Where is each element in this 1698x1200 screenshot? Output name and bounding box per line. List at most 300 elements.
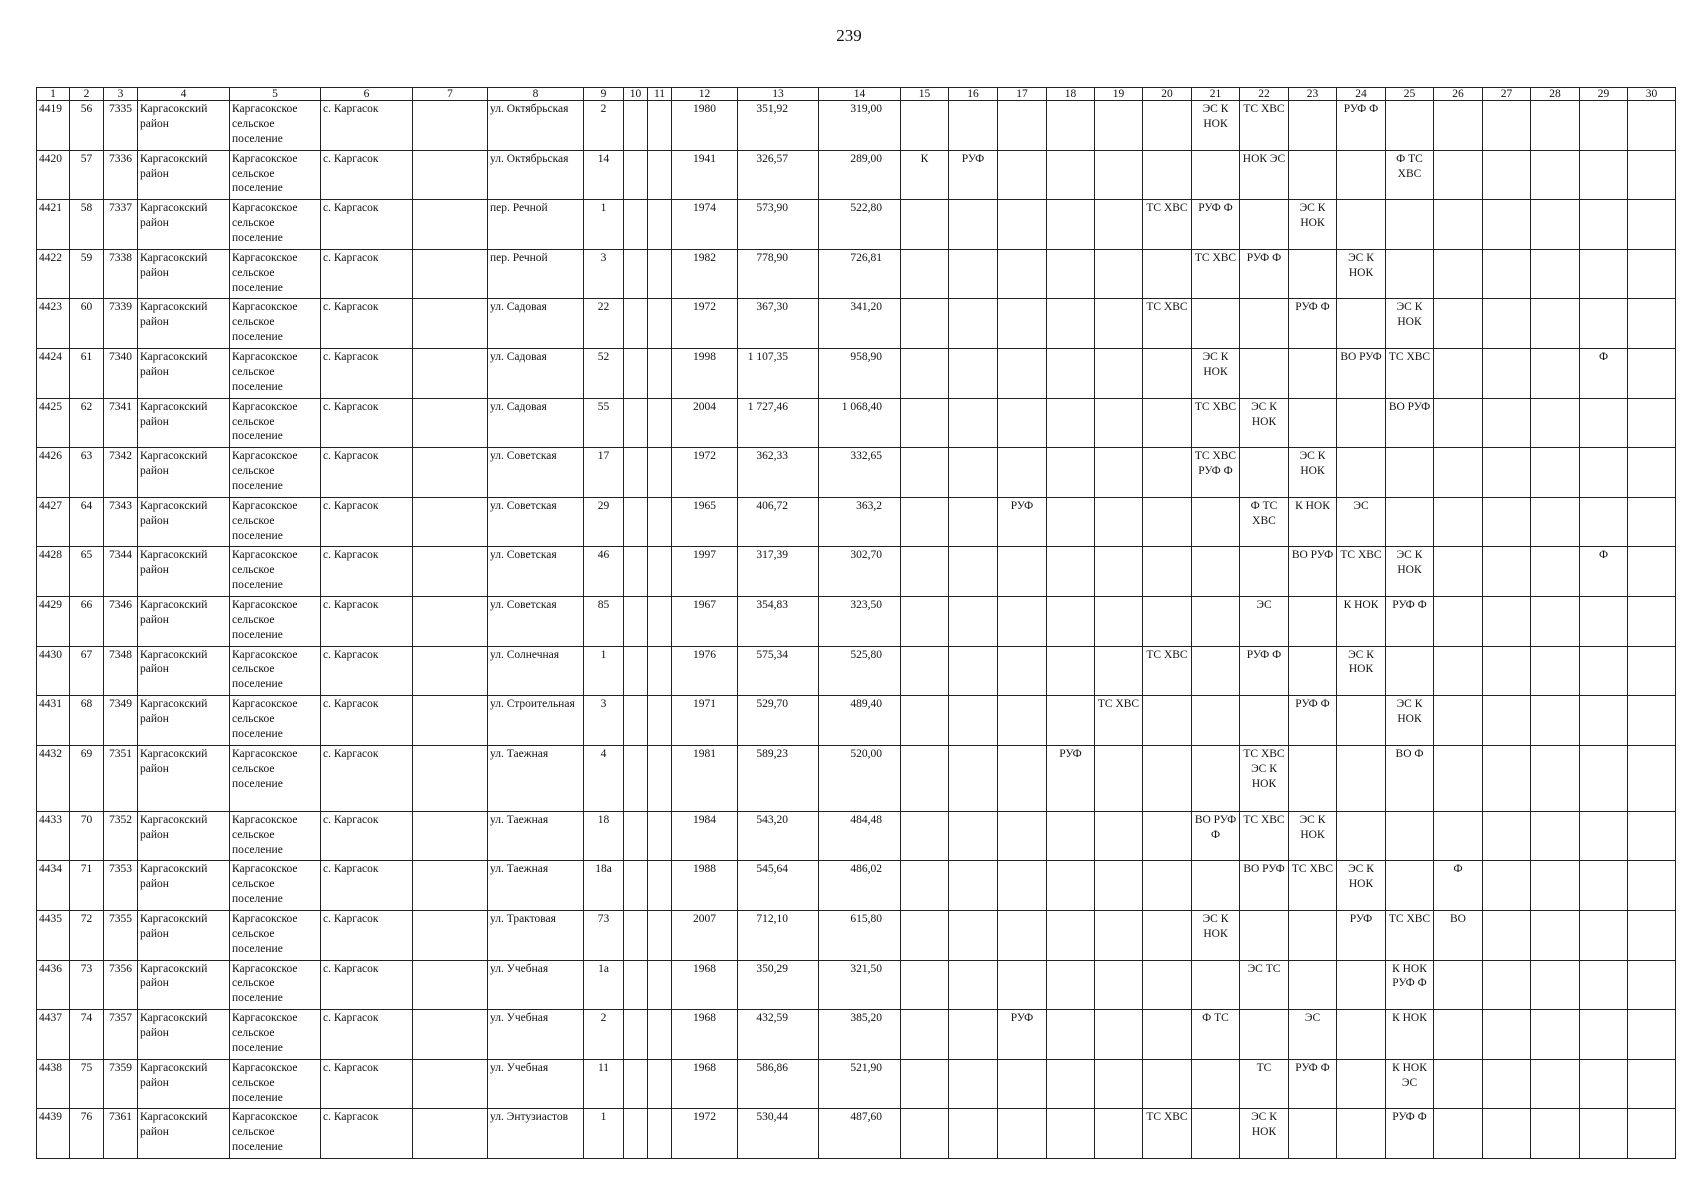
cell-col-25: РУФ Ф — [1386, 1109, 1434, 1159]
table-row — [37, 1109, 1676, 1159]
cell-col-13: 529,70 — [738, 696, 819, 746]
cell-col-13: 712,10 — [738, 910, 819, 960]
cell-col-9: 85 — [584, 596, 624, 646]
cell-col-26 — [1434, 101, 1483, 151]
cell-col-19 — [1095, 745, 1143, 811]
cell-col-25: ВО Ф — [1386, 745, 1434, 811]
cell-col-9: 3 — [584, 249, 624, 299]
table-row — [37, 745, 1676, 811]
cell-col-11 — [648, 448, 672, 498]
cell-col-29: Ф — [1580, 547, 1628, 597]
table-row — [37, 497, 1676, 547]
cell-col-17 — [998, 101, 1047, 151]
cell-col-16 — [949, 398, 998, 448]
cell-col-25 — [1386, 811, 1434, 861]
cell-col-10 — [624, 646, 648, 696]
cell-col-20 — [1143, 910, 1192, 960]
cell-col-9: 2 — [584, 1010, 624, 1060]
column-header-18: 18 — [1047, 88, 1095, 101]
cell-col-20 — [1143, 861, 1192, 911]
cell-col-29 — [1580, 1010, 1628, 1060]
cell-col-9: 1 — [584, 646, 624, 696]
cell-col-10 — [624, 299, 648, 349]
cell-col-17 — [998, 745, 1047, 811]
cell-col-30 — [1628, 1010, 1676, 1060]
cell-col-21 — [1192, 745, 1240, 811]
cell-col-19 — [1095, 861, 1143, 911]
cell-col-18 — [1047, 448, 1095, 498]
cell-col-25: ТС ХВС — [1386, 910, 1434, 960]
cell-col-7 — [413, 1109, 488, 1159]
cell-col-26 — [1434, 1059, 1483, 1109]
cell-col-14: 520,00 — [819, 745, 901, 811]
cell-col-14: 341,20 — [819, 299, 901, 349]
cell-col-8: ул. Советская — [488, 547, 584, 597]
cell-col-3: 7338 — [104, 249, 138, 299]
cell-col-4: Каргасокский район — [138, 299, 230, 349]
cell-col-27 — [1483, 811, 1531, 861]
cell-col-8: ул. Советская — [488, 596, 584, 646]
cell-col-18 — [1047, 299, 1095, 349]
column-header-13: 13 — [738, 88, 819, 101]
table-row — [37, 861, 1676, 911]
cell-col-1: 4437 — [37, 1010, 70, 1060]
cell-col-17 — [998, 299, 1047, 349]
cell-col-18 — [1047, 696, 1095, 746]
cell-col-13: 778,90 — [738, 249, 819, 299]
cell-col-12: 1965 — [672, 497, 738, 547]
cell-col-19 — [1095, 811, 1143, 861]
column-header-9: 9 — [584, 88, 624, 101]
cell-col-28 — [1531, 398, 1580, 448]
table-row — [37, 299, 1676, 349]
cell-col-1: 4425 — [37, 398, 70, 448]
cell-col-8: ул. Садовая — [488, 348, 584, 398]
cell-col-28 — [1531, 910, 1580, 960]
cell-col-17 — [998, 696, 1047, 746]
cell-col-27 — [1483, 745, 1531, 811]
cell-col-20: ТС ХВС — [1143, 299, 1192, 349]
cell-col-21: ТС ХВС — [1192, 249, 1240, 299]
cell-col-30 — [1628, 348, 1676, 398]
cell-col-15 — [901, 861, 949, 911]
cell-col-6: с. Каргасок — [321, 646, 413, 696]
cell-col-1: 4436 — [37, 960, 70, 1010]
cell-col-28 — [1531, 811, 1580, 861]
cell-col-30 — [1628, 200, 1676, 250]
table-row — [37, 101, 1676, 151]
cell-col-25: ВО РУФ — [1386, 398, 1434, 448]
cell-col-11 — [648, 1059, 672, 1109]
column-header-7: 7 — [413, 88, 488, 101]
cell-col-5: Каргасокское сельское поселение — [230, 696, 321, 746]
cell-col-3: 7341 — [104, 398, 138, 448]
cell-col-3: 7343 — [104, 497, 138, 547]
column-header-4: 4 — [138, 88, 230, 101]
cell-col-26 — [1434, 1109, 1483, 1159]
cell-col-7 — [413, 398, 488, 448]
cell-col-26 — [1434, 348, 1483, 398]
cell-col-25: ТС ХВС — [1386, 348, 1434, 398]
cell-col-15 — [901, 249, 949, 299]
cell-col-8: ул. Энтузиастов — [488, 1109, 584, 1159]
cell-col-10 — [624, 448, 648, 498]
cell-col-2: 73 — [70, 960, 104, 1010]
cell-col-25 — [1386, 448, 1434, 498]
column-header-28: 28 — [1531, 88, 1580, 101]
cell-col-27 — [1483, 960, 1531, 1010]
cell-col-2: 61 — [70, 348, 104, 398]
column-header-25: 25 — [1386, 88, 1434, 101]
cell-col-29 — [1580, 745, 1628, 811]
cell-col-14: 726,81 — [819, 249, 901, 299]
column-header-24: 24 — [1337, 88, 1386, 101]
cell-col-2: 67 — [70, 646, 104, 696]
cell-col-20 — [1143, 547, 1192, 597]
cell-col-25: К НОК РУФ Ф — [1386, 960, 1434, 1010]
cell-col-18 — [1047, 348, 1095, 398]
cell-col-15 — [901, 348, 949, 398]
cell-col-27 — [1483, 249, 1531, 299]
cell-col-13: 351,92 — [738, 101, 819, 151]
cell-col-5: Каргасокское сельское поселение — [230, 398, 321, 448]
cell-col-5: Каргасокское сельское поселение — [230, 960, 321, 1010]
cell-col-26 — [1434, 497, 1483, 547]
cell-col-5: Каргасокское сельское поселение — [230, 200, 321, 250]
cell-col-20 — [1143, 596, 1192, 646]
cell-col-29 — [1580, 200, 1628, 250]
cell-col-14: 319,00 — [819, 101, 901, 151]
cell-col-5: Каргасокское сельское поселение — [230, 646, 321, 696]
cell-col-26 — [1434, 596, 1483, 646]
cell-col-16 — [949, 861, 998, 911]
cell-col-18 — [1047, 1010, 1095, 1060]
cell-col-11 — [648, 398, 672, 448]
cell-col-7 — [413, 596, 488, 646]
cell-col-3: 7337 — [104, 200, 138, 250]
cell-col-12: 1972 — [672, 448, 738, 498]
cell-col-1: 4424 — [37, 348, 70, 398]
cell-col-4: Каргасокский район — [138, 1059, 230, 1109]
cell-col-4: Каргасокский район — [138, 861, 230, 911]
cell-col-27 — [1483, 861, 1531, 911]
cell-col-30 — [1628, 745, 1676, 811]
cell-col-9: 2 — [584, 101, 624, 151]
cell-col-25: ЭС К НОК — [1386, 696, 1434, 746]
cell-col-29 — [1580, 646, 1628, 696]
cell-col-9: 14 — [584, 150, 624, 200]
cell-col-14: 489,40 — [819, 696, 901, 746]
cell-col-1: 4428 — [37, 547, 70, 597]
cell-col-11 — [648, 150, 672, 200]
table-row — [37, 448, 1676, 498]
cell-col-22: Ф ТС ХВС — [1240, 497, 1289, 547]
cell-col-24: ЭС К НОК — [1337, 646, 1386, 696]
table-row — [37, 910, 1676, 960]
cell-col-23 — [1289, 1109, 1337, 1159]
cell-col-1: 4422 — [37, 249, 70, 299]
column-header-5: 5 — [230, 88, 321, 101]
cell-col-12: 1968 — [672, 1010, 738, 1060]
cell-col-7 — [413, 1059, 488, 1109]
cell-col-11 — [648, 200, 672, 250]
cell-col-26 — [1434, 811, 1483, 861]
cell-col-7 — [413, 696, 488, 746]
cell-col-29 — [1580, 150, 1628, 200]
cell-col-30 — [1628, 960, 1676, 1010]
cell-col-16 — [949, 101, 998, 151]
cell-col-17 — [998, 960, 1047, 1010]
cell-col-18 — [1047, 910, 1095, 960]
cell-col-20 — [1143, 150, 1192, 200]
cell-col-4: Каргасокский район — [138, 348, 230, 398]
cell-col-29 — [1580, 448, 1628, 498]
cell-col-22: ВО РУФ — [1240, 861, 1289, 911]
cell-col-17: РУФ — [998, 497, 1047, 547]
cell-col-13: 575,34 — [738, 646, 819, 696]
cell-col-30 — [1628, 696, 1676, 746]
cell-col-22 — [1240, 348, 1289, 398]
cell-col-6: с. Каргасок — [321, 150, 413, 200]
cell-col-2: 75 — [70, 1059, 104, 1109]
cell-col-21 — [1192, 696, 1240, 746]
cell-col-14: 522,80 — [819, 200, 901, 250]
cell-col-21 — [1192, 960, 1240, 1010]
cell-col-8: ул. Советская — [488, 497, 584, 547]
cell-col-27 — [1483, 348, 1531, 398]
cell-col-23: ЭС К НОК — [1289, 811, 1337, 861]
cell-col-12: 1982 — [672, 249, 738, 299]
cell-col-22: ЭС К НОК — [1240, 1109, 1289, 1159]
cell-col-6: с. Каргасок — [321, 1010, 413, 1060]
cell-col-11 — [648, 1109, 672, 1159]
cell-col-19 — [1095, 1059, 1143, 1109]
cell-col-16: РУФ — [949, 150, 998, 200]
cell-col-30 — [1628, 811, 1676, 861]
cell-col-28 — [1531, 101, 1580, 151]
cell-col-26 — [1434, 646, 1483, 696]
cell-col-3: 7351 — [104, 745, 138, 811]
cell-col-5: Каргасокское сельское поселение — [230, 101, 321, 151]
cell-col-20 — [1143, 348, 1192, 398]
cell-col-2: 57 — [70, 150, 104, 200]
cell-col-30 — [1628, 1059, 1676, 1109]
cell-col-12: 2007 — [672, 910, 738, 960]
cell-col-30 — [1628, 1109, 1676, 1159]
cell-col-14: 521,90 — [819, 1059, 901, 1109]
cell-col-13: 530,44 — [738, 1109, 819, 1159]
cell-col-20: ТС ХВС — [1143, 200, 1192, 250]
cell-col-24: К НОК — [1337, 596, 1386, 646]
column-header-23: 23 — [1289, 88, 1337, 101]
cell-col-14: 615,80 — [819, 910, 901, 960]
table-row — [37, 811, 1676, 861]
cell-col-17 — [998, 910, 1047, 960]
cell-col-3: 7355 — [104, 910, 138, 960]
cell-col-11 — [648, 696, 672, 746]
cell-col-25: ЭС К НОК — [1386, 299, 1434, 349]
column-header-20: 20 — [1143, 88, 1192, 101]
cell-col-24 — [1337, 448, 1386, 498]
cell-col-23 — [1289, 348, 1337, 398]
cell-col-12: 1974 — [672, 200, 738, 250]
cell-col-8: ул. Учебная — [488, 1010, 584, 1060]
cell-col-19 — [1095, 910, 1143, 960]
cell-col-18 — [1047, 596, 1095, 646]
cell-col-10 — [624, 1109, 648, 1159]
cell-col-27 — [1483, 497, 1531, 547]
cell-col-18 — [1047, 1059, 1095, 1109]
cell-col-2: 66 — [70, 596, 104, 646]
cell-col-9: 17 — [584, 448, 624, 498]
page-number: 239 — [836, 26, 862, 45]
cell-col-21 — [1192, 299, 1240, 349]
cell-col-15 — [901, 547, 949, 597]
cell-col-12: 1997 — [672, 547, 738, 597]
cell-col-3: 7348 — [104, 646, 138, 696]
cell-col-7 — [413, 646, 488, 696]
cell-col-18 — [1047, 150, 1095, 200]
cell-col-24: ТС ХВС — [1337, 547, 1386, 597]
cell-col-2: 68 — [70, 696, 104, 746]
cell-col-5: Каргасокское сельское поселение — [230, 1010, 321, 1060]
cell-col-27 — [1483, 299, 1531, 349]
cell-col-14: 486,02 — [819, 861, 901, 911]
cell-col-13: 362,33 — [738, 448, 819, 498]
cell-col-16 — [949, 1010, 998, 1060]
cell-col-21: ВО РУФ Ф — [1192, 811, 1240, 861]
cell-col-11 — [648, 249, 672, 299]
cell-col-18: РУФ — [1047, 745, 1095, 811]
cell-col-26 — [1434, 745, 1483, 811]
cell-col-13: 350,29 — [738, 960, 819, 1010]
cell-col-7 — [413, 910, 488, 960]
cell-col-20 — [1143, 101, 1192, 151]
cell-col-24 — [1337, 696, 1386, 746]
cell-col-8: ул. Садовая — [488, 398, 584, 448]
cell-col-26 — [1434, 448, 1483, 498]
cell-col-1: 4432 — [37, 745, 70, 811]
cell-col-23: РУФ Ф — [1289, 299, 1337, 349]
cell-col-23: ЭС К НОК — [1289, 448, 1337, 498]
cell-col-25 — [1386, 249, 1434, 299]
cell-col-6: с. Каргасок — [321, 448, 413, 498]
cell-col-20 — [1143, 745, 1192, 811]
cell-col-7 — [413, 448, 488, 498]
table-body — [37, 101, 1676, 1159]
column-header-16: 16 — [949, 88, 998, 101]
cell-col-3: 7356 — [104, 960, 138, 1010]
cell-col-29 — [1580, 497, 1628, 547]
cell-col-7 — [413, 811, 488, 861]
cell-col-21: ТС ХВС — [1192, 398, 1240, 448]
cell-col-16 — [949, 299, 998, 349]
cell-col-5: Каргасокское сельское поселение — [230, 596, 321, 646]
cell-col-1: 4431 — [37, 696, 70, 746]
cell-col-16 — [949, 200, 998, 250]
cell-col-8: ул. Советская — [488, 448, 584, 498]
cell-col-9: 11 — [584, 1059, 624, 1109]
cell-col-6: с. Каргасок — [321, 596, 413, 646]
cell-col-5: Каргасокское сельское поселение — [230, 150, 321, 200]
cell-col-21 — [1192, 596, 1240, 646]
cell-col-19 — [1095, 596, 1143, 646]
cell-col-20: ТС ХВС — [1143, 646, 1192, 696]
cell-col-24: ЭС К НОК — [1337, 861, 1386, 911]
cell-col-6: с. Каргасок — [321, 745, 413, 811]
cell-col-24 — [1337, 299, 1386, 349]
cell-col-3: 7340 — [104, 348, 138, 398]
cell-col-23 — [1289, 646, 1337, 696]
cell-col-30 — [1628, 861, 1676, 911]
cell-col-15 — [901, 696, 949, 746]
cell-col-7 — [413, 200, 488, 250]
cell-col-30 — [1628, 497, 1676, 547]
cell-col-11 — [648, 299, 672, 349]
cell-col-12: 1981 — [672, 745, 738, 811]
cell-col-5: Каргасокское сельское поселение — [230, 1109, 321, 1159]
table-row — [37, 960, 1676, 1010]
cell-col-5: Каргасокское сельское поселение — [230, 348, 321, 398]
cell-col-10 — [624, 910, 648, 960]
cell-col-13: 1 107,35 — [738, 348, 819, 398]
cell-col-4: Каргасокский район — [138, 696, 230, 746]
cell-col-30 — [1628, 150, 1676, 200]
cell-col-19 — [1095, 101, 1143, 151]
cell-col-21: ЭС К НОК — [1192, 910, 1240, 960]
cell-col-18 — [1047, 811, 1095, 861]
cell-col-8: ул. Трактовая — [488, 910, 584, 960]
cell-col-2: 60 — [70, 299, 104, 349]
cell-col-13: 326,57 — [738, 150, 819, 200]
cell-col-7 — [413, 861, 488, 911]
cell-col-12: 1971 — [672, 696, 738, 746]
cell-col-17 — [998, 150, 1047, 200]
cell-col-13: 586,86 — [738, 1059, 819, 1109]
cell-col-10 — [624, 150, 648, 200]
cell-col-29 — [1580, 811, 1628, 861]
housing-register-table — [36, 87, 1676, 1159]
table-row — [37, 596, 1676, 646]
cell-col-18 — [1047, 249, 1095, 299]
cell-col-4: Каргасокский район — [138, 497, 230, 547]
cell-col-1: 4433 — [37, 811, 70, 861]
cell-col-10 — [624, 1010, 648, 1060]
cell-col-14: 323,50 — [819, 596, 901, 646]
cell-col-6: с. Каргасок — [321, 348, 413, 398]
cell-col-10 — [624, 1059, 648, 1109]
cell-col-1: 4434 — [37, 861, 70, 911]
cell-col-15 — [901, 448, 949, 498]
cell-col-25 — [1386, 497, 1434, 547]
cell-col-20 — [1143, 398, 1192, 448]
cell-col-29 — [1580, 596, 1628, 646]
cell-col-11 — [648, 861, 672, 911]
cell-col-17 — [998, 448, 1047, 498]
cell-col-7 — [413, 960, 488, 1010]
cell-col-30 — [1628, 299, 1676, 349]
cell-col-12: 1972 — [672, 1109, 738, 1159]
cell-col-17 — [998, 811, 1047, 861]
cell-col-12: 1941 — [672, 150, 738, 200]
cell-col-23 — [1289, 596, 1337, 646]
cell-col-5: Каргасокское сельское поселение — [230, 1059, 321, 1109]
cell-col-6: с. Каргасок — [321, 101, 413, 151]
cell-col-16 — [949, 497, 998, 547]
cell-col-5: Каргасокское сельское поселение — [230, 745, 321, 811]
cell-col-13: 317,39 — [738, 547, 819, 597]
cell-col-14: 289,00 — [819, 150, 901, 200]
